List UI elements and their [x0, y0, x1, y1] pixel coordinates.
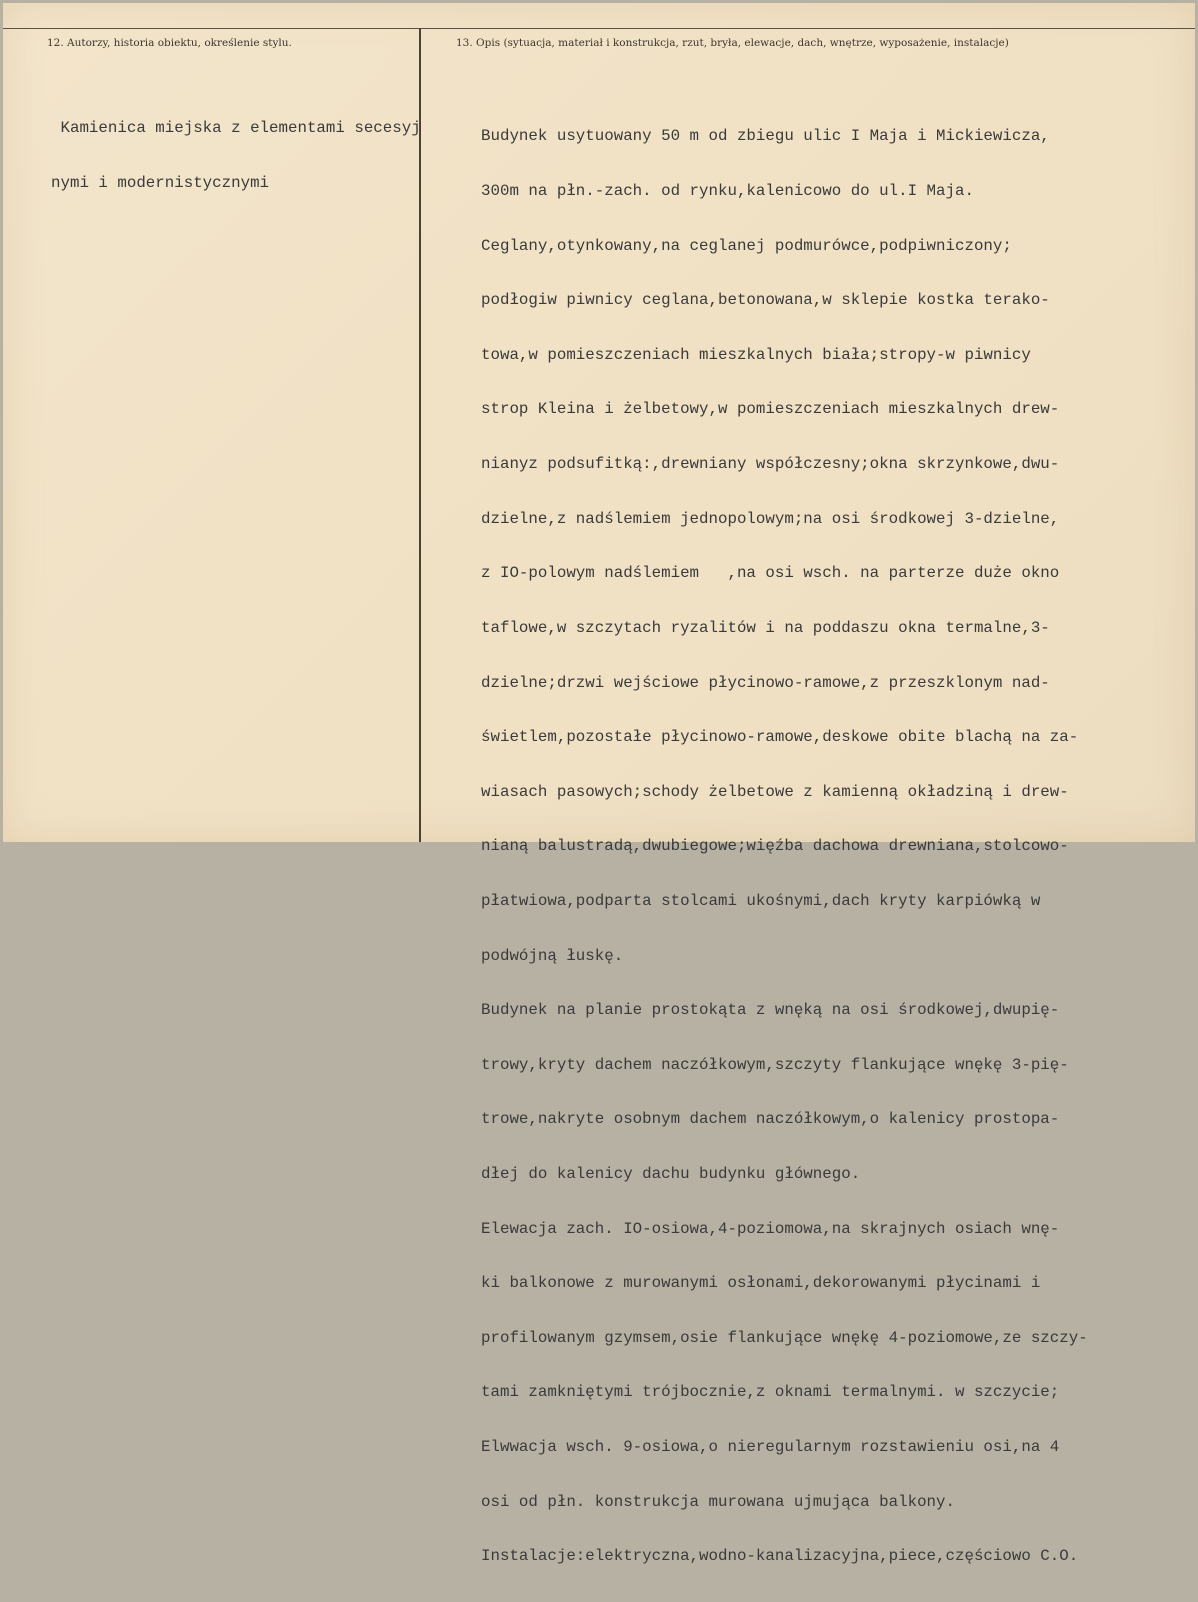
document-sheet — [3, 3, 1195, 1566]
text-line: 300m na płn.-zach. od rynku,kalenicowo do ul.I Maja. — [481, 182, 974, 201]
text-line: z IO-polowym nadślemiem ,na osi wsch. na parterze duże okno — [481, 564, 1060, 583]
text-line: trowy,kryty dachem naczółkowym,szczyty flankujące wnękę 3-pię- — [481, 1055, 1069, 1074]
style-description — [51, 83, 421, 229]
text-line: tami zamkniętymi trójbocznie,z oknami termalnymi. w szczycie; — [481, 1383, 1060, 1402]
text-line: strop Kleina i żelbetowy,w pomieszczeniach mieszkalnych drew- — [481, 400, 1060, 419]
text-line: profilowanym gzymsem,osie flankujące wnękę 4-poziomowe,ze szczy- — [481, 1328, 1088, 1347]
text-line: Budynek usytuowany 50 m od zbiegu ulic I Maja i Mickiewicza, — [481, 127, 1050, 146]
text-line: Budynek na planie prostokąta z wnęką na osi środkowej,dwupię- — [481, 1001, 1060, 1020]
text-line: podłogiw piwnicy ceglana,betonowana,w sklepie kostka terako- — [481, 291, 1050, 310]
text-line: nianą balustradą,dwubiegowe;więźba dachowa drewniana,stolcowo- — [481, 837, 1069, 856]
text-line: Ceglany,otynkowany,na ceglanej podmurówce,podpiwniczony; — [481, 236, 1012, 255]
text-line: dłej do kalenicy dachu budynku głównego. — [481, 1164, 861, 1183]
text-line: płatwiowa,podparta stolcami ukośnymi,dach kryty karpiówką w — [481, 891, 1041, 910]
text-line: podwójną łuskę. — [481, 946, 624, 965]
text-line: świetlem,pozostałe płycinowo-ramowe,deskowe obite blachą na za- — [481, 728, 1079, 747]
text-line: Elwwacja wsch. 9-osiowa,o nieregularnym rozstawieniu osi,na 4 — [481, 1438, 1060, 1457]
text-line: ki balkonowe z murowanymi osłonami,dekorowanymi płycinami i — [481, 1274, 1041, 1293]
text-line: taflowe,w szczytach ryzalitów i na poddaszu okna termalne,3- — [481, 618, 1050, 637]
text-line: towa,w pomieszczeniach mieszkalnych biała;stropy-w piwnicy — [481, 345, 1031, 364]
text-line: trowe,nakryte osobnym dachem naczółkowym,o kalenicy prostopa- — [481, 1110, 1060, 1129]
section-12-header: 12. Autorzy, historia obiektu, określenie stylu. — [47, 37, 292, 49]
text-line: nymi i modernistycznymi — [51, 174, 270, 193]
text-line: osi od płn. konstrukcja murowana ujmująca balkony. — [481, 1492, 955, 1511]
text-line: Elewacja zach. IO-osiowa,4-poziomowa,na skrajnych osiach wnę- — [481, 1219, 1060, 1238]
section-13-header: 13. Opis (sytuacja, materiał i konstrukcja, rzut, bryła, elewacje, dach, wnętrze, wyposażenie, instalacje) — [456, 37, 1009, 49]
text-line: dzielne,z nadślemiem jednopolowym;na osi środkowej 3-dzielne, — [481, 509, 1060, 528]
text-line: Instalacje:elektryczna,wodno-kanalizacyjna,piece,częściowo C.O. — [481, 1547, 1079, 1566]
text-line: Kamienica miejska z elementami secesyj — [51, 119, 421, 138]
text-line: wiasach pasowych;schody żelbetowe z kamienną okładziną i drew- — [481, 782, 1069, 801]
top-rule — [3, 28, 1195, 29]
building-description — [481, 91, 1088, 1602]
text-line: dzielne;drzwi wejściowe płycinowo-ramowe,z przeszklonym nad- — [481, 673, 1050, 692]
text-line: nianyz podsufitką:,drewniany współczesny;okna skrzynkowe,dwu- — [481, 455, 1060, 474]
